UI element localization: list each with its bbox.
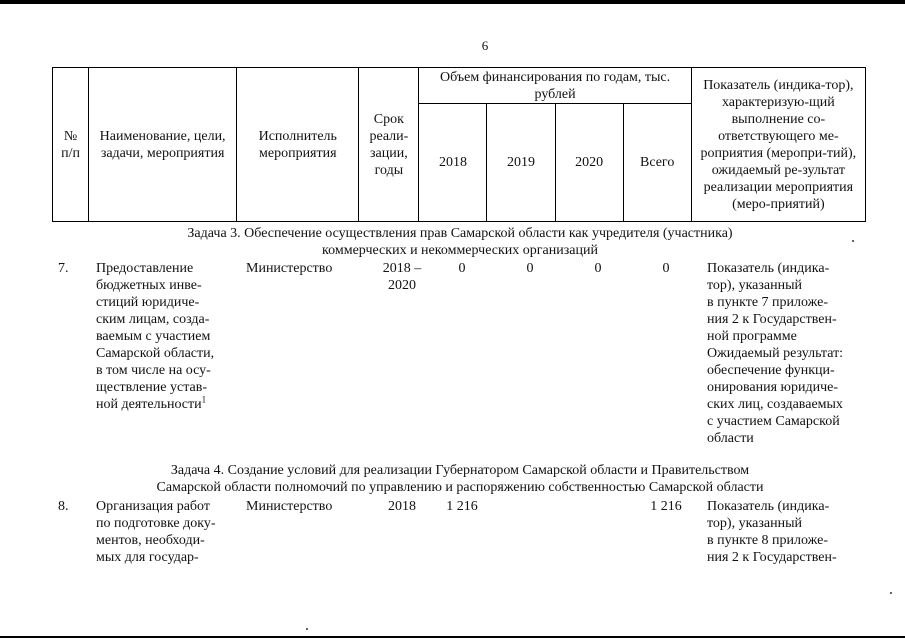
row-total: 0 (662, 261, 670, 276)
row-2019: 0 (526, 261, 534, 276)
header-col-number: № п/п (53, 68, 89, 222)
row-executor: Министерство (246, 499, 333, 514)
row-name: Организация работ по подготовке доку- ментов, необходи- мых для государ- (96, 499, 216, 565)
row-number: 8. (58, 499, 69, 514)
page-number: 6 (481, 38, 489, 53)
row-name-text: Предоставление бюджетных инве- стиций юридиче- ским лицам, созда- ваемым с участием Самарской области, в том числе на осу- ществление устав- ной деятельности (96, 261, 215, 412)
header-col-2019: 2019 (487, 104, 555, 222)
row-indicator: Показатель (индика- тор), указанный в пункте 8 приложе- ния 2 к Государствен- (707, 499, 837, 565)
footnote-mark: 1 (201, 394, 207, 405)
row-indicator: Показатель (индика- тор), указанный в пункте 7 приложе- ния 2 к Государствен- ной программе Ожидаемый результат: обеспечение функци- онирования юридиче- ских лиц, создаваемых с участием Самарской области (707, 261, 844, 446)
task-4-heading: Задача 4. Создание условий для реализации Губернатором Самарской области и Правительством Самарской области полномочий по управлению и распоряжению собственностью Самарской области (156, 463, 764, 495)
header-col-name: Наименование, цели, задачи, мероприятия (89, 68, 237, 222)
row-term: 2018 – 2020 (382, 261, 422, 293)
bottom-border (0, 636, 905, 638)
header-col-indicator: Показатель (индика-тор), характеризую-щий выполнение со-ответствующего ме-роприятия (меропри-тий), ожидаемый ре-зультат реализации мероприятия (меро-приятий) (691, 68, 865, 222)
row-executor: Министерство (246, 261, 333, 276)
row-2020: 0 (594, 261, 602, 276)
row-2018: 0 (458, 261, 466, 276)
row-number: 7. (58, 261, 69, 276)
scan-speck (306, 628, 308, 630)
scan-speck (890, 592, 892, 594)
header-col-2018: 2018 (419, 104, 487, 222)
row-2018: 1 216 (446, 499, 478, 514)
header-col-2020: 2020 (555, 104, 623, 222)
task-3-heading: Задача 3. Обеспечение осуществления прав Самарской области как учредителя (участника) коммерческих и некоммерческих организаций (187, 226, 733, 258)
row-name (96, 260, 236, 413)
header-col-term: Срок реали-зации, годы (359, 68, 419, 222)
header-col-total: Всего (623, 104, 691, 222)
row-total: 1 216 (650, 499, 682, 514)
top-border (0, 0, 905, 4)
header-col-executor: Исполнитель мероприятия (237, 68, 359, 222)
header-col-funding-group: Объем финансирования по годам, тыс. рублей (419, 68, 691, 104)
scan-speck (852, 240, 854, 242)
table-header (52, 67, 866, 222)
row-term: 2018 (388, 499, 416, 514)
